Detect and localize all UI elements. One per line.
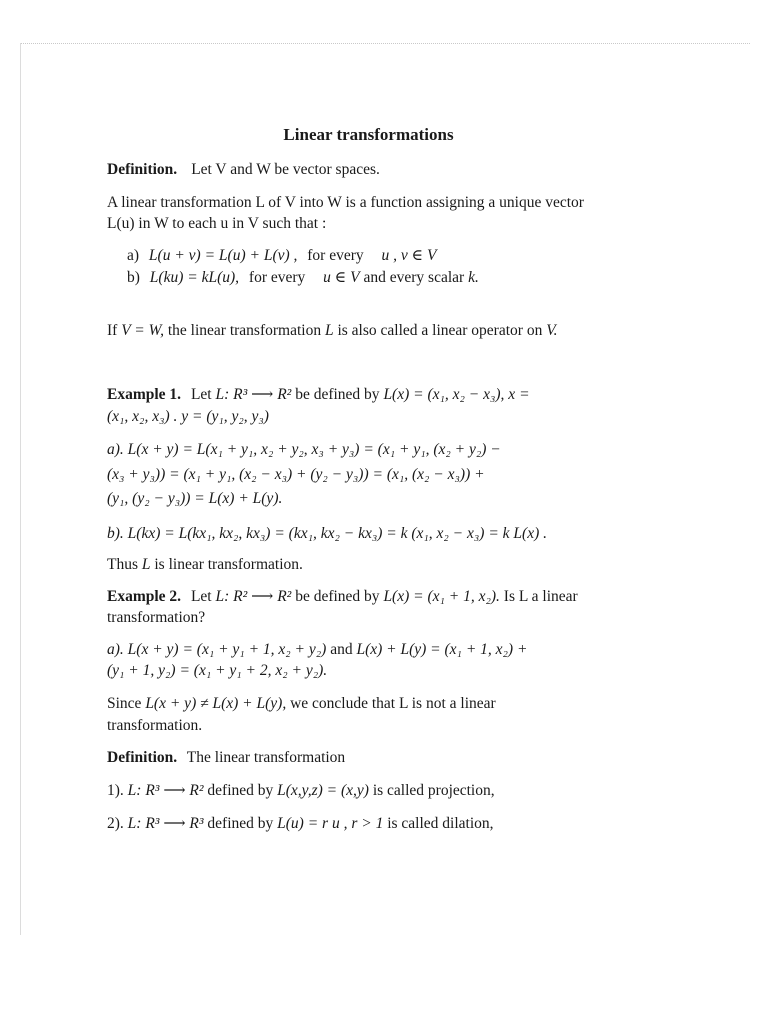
example-1-thus-tail: is linear transformation. bbox=[154, 556, 303, 573]
definition-1-text: Let V and W be vector spaces. bbox=[191, 161, 380, 178]
item-2-formula: L(u) = r u , r > 1 bbox=[277, 815, 384, 832]
example-2-a-line-2: (y₁ + 1, y₂) = (x₁ + y₁ + 2, x₂ + y₂). bbox=[107, 662, 328, 679]
condition-a-vars: u , v ∈ V bbox=[381, 247, 437, 264]
example-1-thus: Thus bbox=[107, 556, 138, 573]
example-1-map: L: R³ ⟶ R² bbox=[215, 386, 292, 403]
intro-line-2: L(u) in W to each u in V such that : bbox=[107, 215, 327, 232]
condition-b-formula: L(ku) = kL(u), bbox=[149, 269, 240, 286]
example-2-label: Example 2. bbox=[107, 588, 182, 605]
example-1-a-line-2: (x₃ + y₃)) = (x₁ + y₁, (x₂ − x₃) + (y₂ − y₃)) = (x₁, (x₂ − x₃)) + bbox=[107, 466, 485, 483]
example-1-thus-L: L bbox=[141, 556, 151, 573]
example-2-since-pre: Since bbox=[107, 695, 142, 712]
example-2-a-and: and bbox=[330, 641, 353, 658]
item-1-formula: L(x,y,z) = (x,y) bbox=[277, 782, 369, 799]
example-2-since-formula: L(x + y) ≠ L(x) + L(y), bbox=[145, 695, 287, 712]
condition-b-vars: u ∈ V bbox=[323, 269, 360, 286]
operator-note-L: L bbox=[324, 322, 334, 339]
page-top-edge bbox=[20, 43, 750, 44]
example-1-a-line-3: (y₁, (y₂ − y₃)) = L(x) + L(y). bbox=[107, 490, 283, 507]
definition-2-text: The linear transformation bbox=[186, 749, 346, 766]
example-1-a-line-1: a). L(x + y) = L(x₁ + y₁, x₂ + y₂, x₃ + y₃) = (x₁ + y₁, (x₂ + y₂) − bbox=[107, 441, 501, 458]
example-2-a-line-1 bbox=[107, 640, 527, 660]
example-2-heading bbox=[107, 587, 578, 607]
definition-2-item-2 bbox=[107, 814, 494, 834]
operator-note-V: V. bbox=[546, 322, 558, 339]
example-2-a-formula-2: L(x) + L(y) = (x₁ + 1, x₂) + bbox=[356, 641, 528, 658]
definition-1-label: Definition. bbox=[107, 161, 178, 178]
condition-b bbox=[127, 268, 479, 288]
item-1-tail: is called projection, bbox=[372, 782, 495, 799]
example-2-since bbox=[107, 694, 496, 714]
condition-b-label: b) bbox=[127, 269, 140, 286]
condition-a-for: for every bbox=[307, 247, 364, 264]
example-1-defined: be defined by bbox=[295, 386, 380, 403]
example-2-question: Is L a linear bbox=[503, 588, 578, 605]
item-2-number: 2). bbox=[107, 815, 124, 832]
condition-b-tail: and every scalar bbox=[363, 269, 465, 286]
example-1-let: Let bbox=[190, 386, 212, 403]
example-1-b-line: b). L(kx) = L(kx₁, kx₂, kx₃) = (kx₁, kx₂ − kx₃) = k (x₁, x₂ − x₃) = k L(x) . bbox=[107, 525, 547, 542]
example-2-let: Let bbox=[190, 588, 212, 605]
page-left-edge bbox=[20, 43, 21, 935]
example-2-since-line-2: transformation. bbox=[107, 717, 203, 734]
example-1-conclusion bbox=[107, 555, 303, 575]
item-2-map: L: R³ ⟶ R³ bbox=[127, 815, 204, 832]
page-title: Linear transformations bbox=[283, 125, 454, 144]
example-2-line-2: transformation? bbox=[107, 609, 206, 626]
condition-b-for: for every bbox=[248, 269, 306, 286]
item-2-tail: is called dilation, bbox=[387, 815, 494, 832]
condition-a bbox=[127, 246, 436, 266]
item-1-map: L: R³ ⟶ R² bbox=[127, 782, 204, 799]
condition-a-formula: L(u + v) = L(u) + L(v) , bbox=[148, 247, 298, 264]
definition-2-item-1 bbox=[107, 781, 495, 801]
definition-2 bbox=[107, 748, 345, 768]
example-2-since-tail: we conclude that L is not a linear bbox=[290, 695, 496, 712]
operator-note bbox=[107, 321, 558, 341]
operator-note-condition: V = W, bbox=[121, 322, 164, 339]
example-1-line-2: (x₁, x₂, x₃) . y = (y₁, y₂, y₃) bbox=[107, 408, 269, 425]
example-1-label: Example 1. bbox=[107, 386, 182, 403]
item-1-defined: defined by bbox=[207, 782, 274, 799]
item-1-number: 1). bbox=[107, 782, 124, 799]
definition-1 bbox=[107, 160, 380, 180]
example-1-heading bbox=[107, 385, 530, 405]
intro-line-1: A linear transformation L of V into W is a function assigning a unique vector bbox=[107, 194, 584, 211]
example-2-map: L: R² ⟶ R² bbox=[215, 588, 292, 605]
operator-note-middle: the linear transformation bbox=[167, 322, 322, 339]
example-1-formula: L(x) = (x₁, x₂ − x₃), x = bbox=[383, 386, 530, 403]
item-2-defined: defined by bbox=[207, 815, 274, 832]
definition-2-label: Definition. bbox=[107, 749, 178, 766]
example-2-formula: L(x) = (x₁ + 1, x₂). bbox=[383, 588, 500, 605]
operator-note-tail: is also called a linear operator on bbox=[337, 322, 543, 339]
condition-a-label: a) bbox=[127, 247, 140, 264]
example-2-defined: be defined by bbox=[295, 588, 380, 605]
example-2-a-formula-1: a). L(x + y) = (x₁ + y₁ + 1, x₂ + y₂) bbox=[107, 641, 327, 658]
condition-b-k: k. bbox=[468, 269, 479, 286]
operator-note-if: If bbox=[107, 322, 118, 339]
